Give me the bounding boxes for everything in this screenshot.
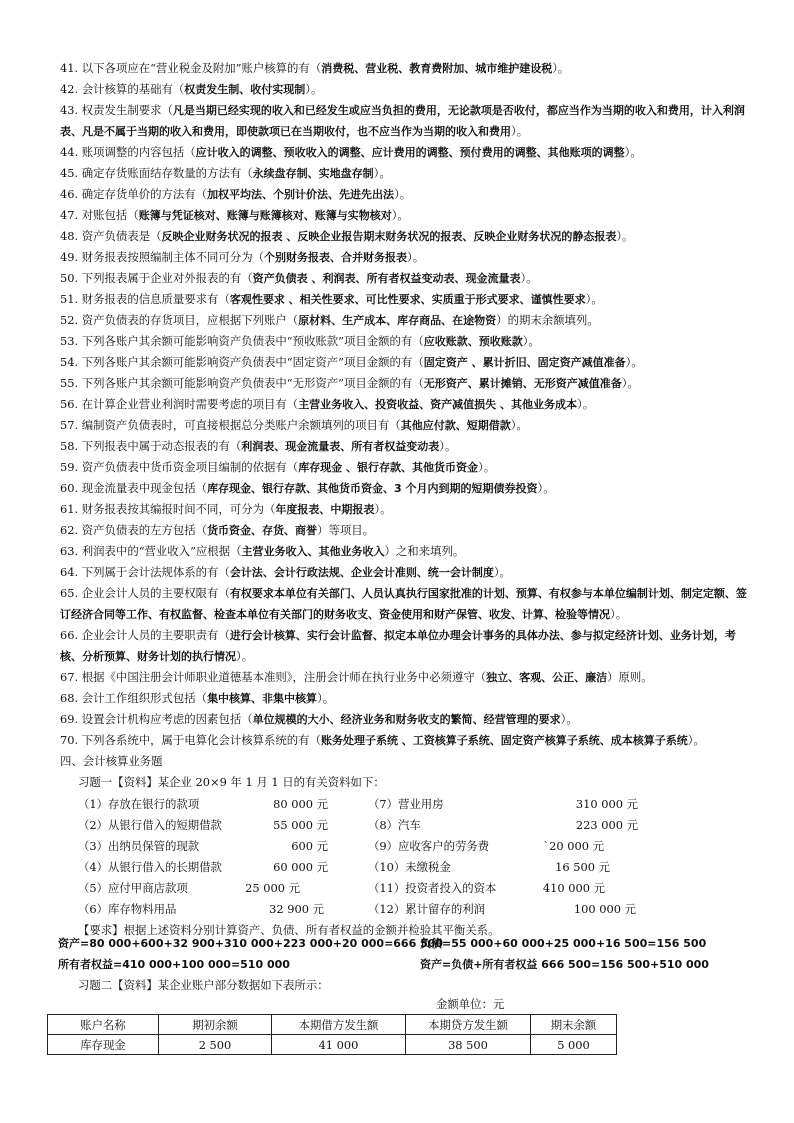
question-number: 70. bbox=[60, 733, 79, 747]
item-amount: 25 000 元 bbox=[245, 881, 300, 895]
answer: 主营业务收入、其他业务收入 bbox=[241, 545, 385, 558]
question-text: 在计算企业营业利润时需要考虑的项目有（ bbox=[81, 397, 299, 411]
question-47 bbox=[60, 205, 750, 226]
question-66 bbox=[60, 625, 750, 667]
answer: 凡是当期已经实现的收入和已经发生或应当负担的费用，无论款项是否收付，都应当作为当期的收入和费用，计入利润表、凡是不属于当期的收入和费用，即使款项已在当期收付，也不应当作为当期的收入和费用 bbox=[60, 104, 745, 138]
question-number: 52. bbox=[60, 313, 79, 327]
question-suffix: ）。 bbox=[552, 61, 570, 75]
question-text: 下列各账户其余额可能影响资产负债表中“预收账款”项目金额的有（ bbox=[81, 334, 424, 348]
question-suffix: ）。 bbox=[478, 460, 496, 474]
question-65 bbox=[60, 583, 750, 625]
question-text: 设置会计机构应考虑的因素包括（ bbox=[81, 712, 253, 726]
header-opening-balance: 期初余额 bbox=[159, 1015, 272, 1035]
question-number: 57. bbox=[60, 418, 79, 432]
question-suffix: ）等项目。 bbox=[317, 523, 375, 537]
question-56 bbox=[60, 394, 750, 415]
question-number: 56. bbox=[60, 397, 79, 411]
question-text: 下列各账户其余额可能影响资产负债表中“固定资产”项目金额的有（ bbox=[81, 355, 424, 369]
question-suffix: ）。 bbox=[621, 376, 639, 390]
question-text: 根据《中国注册会计师职业道德基本准则》，注册会计师在执行业务中必须遵守（ bbox=[81, 670, 487, 684]
item-label: （12）累计留存的利润 bbox=[368, 902, 486, 916]
calc-equity: 所有者权益=410 000+100 000=510 000 bbox=[58, 958, 290, 971]
question-suffix: ）。 bbox=[585, 292, 603, 306]
question-number: 64. bbox=[60, 565, 79, 579]
table-row bbox=[48, 1035, 617, 1055]
answer: 主营业务收入、投资收益、资产减值损失 、其他业务成本 bbox=[298, 398, 578, 411]
question-54 bbox=[60, 352, 750, 373]
exercise2-title: 习题二【资料】某企业账户部分数据如下表所示： bbox=[78, 978, 329, 992]
item-label: （4）从银行借入的长期借款 bbox=[78, 860, 222, 874]
item-label: （5）应付甲商店款项 bbox=[78, 881, 188, 895]
question-number: 45. bbox=[60, 166, 79, 180]
item-label: （3）出纳员保管的现款 bbox=[78, 839, 200, 853]
question-text: 资产负债表的存货项目，应根据下列账户（ bbox=[81, 313, 299, 327]
question-text: 下列属于会计法规体系的有（ bbox=[81, 565, 230, 579]
question-number: 41. bbox=[60, 61, 79, 75]
question-suffix: ）。 bbox=[510, 418, 528, 432]
table-header-row bbox=[48, 1015, 617, 1035]
question-suffix: ）的期末余额填列。 bbox=[496, 313, 599, 327]
answer: 年度报表、中期报表 bbox=[275, 503, 375, 516]
answer: 有权要求本单位有关部门、人员认真执行国家批准的计划、预算、有权参与本单位编制计划、制定定额、签订经济合同等工作、有权监督、检查本单位有关部门的财务收支、资金使用和财产保管、收发、计算、检验等情况 bbox=[60, 587, 747, 621]
question-51 bbox=[60, 289, 750, 310]
calc-assets: 资产=80 000+600+32 900+310 000+223 000+20 000=666 500 bbox=[58, 937, 444, 950]
answer: 进行会计核算、实行会计监督、拟定本单位办理会计事务的具体办法、参与拟定经济计划、业务计划，考核、分析预算、财务计划的执行情况 bbox=[60, 629, 736, 663]
question-52 bbox=[60, 310, 750, 331]
question-text: 确定存货单价的方法有（ bbox=[81, 187, 208, 201]
question-59 bbox=[60, 457, 750, 478]
question-58 bbox=[60, 436, 750, 457]
question-number: 55. bbox=[60, 376, 79, 390]
answer: 库存现金 、银行存款、其他货币资金 bbox=[298, 461, 479, 474]
table-cell: 38 500 bbox=[406, 1035, 531, 1055]
question-number: 67. bbox=[60, 670, 79, 684]
question-68 bbox=[60, 688, 750, 709]
question-suffix: ）之和来填列。 bbox=[384, 544, 465, 558]
question-number: 49. bbox=[60, 250, 79, 264]
answer: 客观性要求 、相关性要求、可比性要求、实质重于形式要求、谨慎性要求 bbox=[229, 293, 586, 306]
question-number: 47. bbox=[60, 208, 79, 222]
question-text: 资产负债表是（ bbox=[81, 229, 162, 243]
item-amount: 60 000 元 bbox=[273, 860, 328, 874]
item-amount: 310 000 元 bbox=[575, 797, 638, 811]
answer: 资产负债表 、利润表、所有者权益变动表、现金流量表 bbox=[252, 272, 521, 285]
question-suffix: ）。 bbox=[616, 229, 634, 243]
item-label: （9）应收客户的劳务费 bbox=[368, 839, 490, 853]
amount-unit: 金额单位：元 bbox=[436, 997, 505, 1011]
section-title: 四、会计核算业务题 bbox=[60, 754, 163, 768]
question-text: 会计核算的基础有（ bbox=[81, 82, 185, 96]
question-text: 对账包括（ bbox=[81, 208, 139, 222]
question-text: 资产负债表中货币资金项目编制的依据有（ bbox=[81, 460, 299, 474]
question-number: 68. bbox=[60, 691, 79, 705]
answer: 利润表、现金流量表、所有者权益变动表 bbox=[241, 440, 440, 453]
header-debit: 本期借方发生额 bbox=[272, 1015, 406, 1035]
question-suffix: ）。 bbox=[624, 145, 642, 159]
question-suffix: ）。 bbox=[522, 334, 540, 348]
question-suffix: ）。 bbox=[236, 649, 254, 663]
question-text: 确定存货账面结存数量的方法有（ bbox=[81, 166, 253, 180]
question-suffix: ）。 bbox=[537, 481, 555, 495]
question-number: 69. bbox=[60, 712, 79, 726]
question-text: 权责发生制要求（ bbox=[81, 103, 173, 117]
question-49 bbox=[60, 247, 750, 268]
question-44 bbox=[60, 142, 750, 163]
answer: 账务处理子系统 、工资核算子系统、固定资产核算子系统、成本核算子系统 bbox=[320, 734, 688, 747]
question-suffix: ）。 bbox=[305, 82, 323, 96]
question-number: 60. bbox=[60, 481, 79, 495]
item-amount: 600 元 bbox=[291, 839, 328, 853]
item-label: （11）投资者投入的资本 bbox=[368, 881, 497, 895]
item-amount: 32 900 元 bbox=[269, 902, 324, 916]
answer: 反映企业财务状况的报表 、反映企业报告期末财务状况的报表、反映企业财务状况的静态报表 bbox=[161, 230, 617, 243]
question-suffix: ）。 bbox=[687, 733, 705, 747]
question-text: 财务报表按其编报时间不同，可分为（ bbox=[81, 502, 276, 516]
item-amount: 410 000 元 bbox=[542, 881, 605, 895]
question-69 bbox=[60, 709, 750, 730]
answer: 原材料、生产成本、库存商品、在途物资 bbox=[298, 314, 497, 327]
answer: 账簿与凭证核对、账簿与账簿核对、账簿与实物核对 bbox=[138, 209, 392, 222]
question-61 bbox=[60, 499, 750, 520]
question-text: 下列报表属于企业对外报表的有（ bbox=[81, 271, 253, 285]
question-number: 63. bbox=[60, 544, 79, 558]
item-amount: 80 000 元 bbox=[273, 797, 328, 811]
question-text: 企业会计人员的主要职责有（ bbox=[81, 628, 230, 642]
question-42 bbox=[60, 79, 750, 100]
question-suffix: ）。 bbox=[560, 712, 578, 726]
item-amount: `20 000 元 bbox=[543, 839, 604, 853]
question-text: 以下各项应在“营业税金及附加”账户核算的有（ bbox=[81, 61, 322, 75]
question-text: 财务报表的信息质量要求有（ bbox=[81, 292, 230, 306]
question-suffix: ）。 bbox=[511, 124, 529, 138]
exercise1-requirement: 【要求】根据上述资料分别计算资产、负债、所有者权益的金额并检验其平衡关系。 bbox=[78, 923, 500, 937]
answer: 加权平均法、个别计价法、先进先出法 bbox=[207, 188, 395, 201]
calc-liabilities: 负债=55 000+60 000+25 000+16 500=156 500 bbox=[420, 937, 707, 950]
exercise1-title: 习题一【资料】某企业 20×9 年 1 月 1 日的有关资料如下： bbox=[78, 775, 385, 789]
question-suffix: ）。 bbox=[625, 355, 643, 369]
answer: 会计法、会计行政法规、企业会计准则、统一会计制度 bbox=[229, 566, 494, 579]
question-text: 现金流量表中现金包括（ bbox=[81, 481, 208, 495]
question-suffix: ）。 bbox=[577, 397, 595, 411]
question-60 bbox=[60, 478, 750, 499]
question-67 bbox=[60, 667, 750, 688]
item-label: （8）汽车 bbox=[368, 818, 421, 832]
header-account-name: 账户名称 bbox=[48, 1015, 159, 1035]
question-suffix: ）。 bbox=[391, 208, 409, 222]
question-number: 53. bbox=[60, 334, 79, 348]
answer: 权责发生制、收付实现制 bbox=[184, 83, 306, 96]
question-suffix: ）。 bbox=[394, 187, 412, 201]
question-text: 编制资产负债表时，可直接根据总分类账户余额填列的项目有（ bbox=[81, 418, 401, 432]
question-number: 54. bbox=[60, 355, 79, 369]
accounts-table bbox=[47, 1014, 617, 1055]
question-suffix: ）。 bbox=[610, 607, 628, 621]
question-57 bbox=[60, 415, 750, 436]
answer: 无形资产、累计摊销、无形资产减值准备 bbox=[423, 377, 622, 390]
table-cell: 库存现金 bbox=[48, 1035, 159, 1055]
question-41 bbox=[60, 58, 750, 79]
question-62 bbox=[60, 520, 750, 541]
answer: 其他应付款、短期借款 bbox=[400, 419, 511, 432]
question-text: 利润表中的“营业收入”应根据（ bbox=[81, 544, 242, 558]
question-number: 46. bbox=[60, 187, 79, 201]
question-70 bbox=[60, 730, 750, 751]
question-number: 58. bbox=[60, 439, 79, 453]
item-amount: 16 500 元 bbox=[555, 860, 610, 874]
answer: 应收账款、预收账款 bbox=[423, 335, 523, 348]
question-number: 51. bbox=[60, 292, 79, 306]
answer: 固定资产 、累计折旧、固定资产减值准备 bbox=[423, 356, 626, 369]
answer: 独立、客观、公正、廉洁 bbox=[486, 671, 608, 684]
answer: 货币资金、存货、商誉 bbox=[207, 524, 318, 537]
question-number: 50. bbox=[60, 271, 79, 285]
question-number: 65. bbox=[60, 586, 79, 600]
question-suffix: ）。 bbox=[439, 439, 457, 453]
question-suffix: ）原则。 bbox=[607, 670, 653, 684]
question-45 bbox=[60, 163, 750, 184]
question-number: 59. bbox=[60, 460, 79, 474]
question-46 bbox=[60, 184, 750, 205]
question-number: 43. bbox=[60, 103, 79, 117]
question-suffix: ）。 bbox=[373, 166, 391, 180]
question-43 bbox=[60, 100, 750, 142]
question-suffix: ）。 bbox=[374, 502, 392, 516]
question-suffix: ）。 bbox=[317, 691, 335, 705]
header-credit: 本期贷方发生额 bbox=[406, 1015, 531, 1035]
question-53 bbox=[60, 331, 750, 352]
question-suffix: ）。 bbox=[520, 271, 538, 285]
question-48 bbox=[60, 226, 750, 247]
question-text: 会计工作组织形式包括（ bbox=[81, 691, 208, 705]
question-number: 66. bbox=[60, 628, 79, 642]
item-label: （6）库存物料用品 bbox=[78, 902, 177, 916]
item-amount: 100 000 元 bbox=[573, 902, 636, 916]
question-text: 下列报表中属于动态报表的有（ bbox=[81, 439, 242, 453]
question-suffix: ）。 bbox=[493, 565, 511, 579]
item-label: （7）营业用房 bbox=[368, 797, 444, 811]
header-closing-balance: 期末余额 bbox=[531, 1015, 617, 1035]
answer: 个别财务报表、合并财务报表 bbox=[264, 251, 408, 264]
question-55 bbox=[60, 373, 750, 394]
question-number: 48. bbox=[60, 229, 79, 243]
question-50 bbox=[60, 268, 750, 289]
calc-balance: 资产=负债+所有者权益 666 500=156 500+510 000 bbox=[420, 958, 709, 971]
answer: 永续盘存制、实地盘存制 bbox=[252, 167, 374, 180]
question-text: 下列各系统中，属于电算化会计核算系统的有（ bbox=[81, 733, 321, 747]
question-text: 财务报表按照编制主体不同可分为（ bbox=[81, 250, 265, 264]
question-number: 62. bbox=[60, 523, 79, 537]
question-number: 61. bbox=[60, 502, 79, 516]
item-label: （2）从银行借入的短期借款 bbox=[78, 818, 222, 832]
question-64 bbox=[60, 562, 750, 583]
item-label: （10）未缴税金 bbox=[368, 860, 451, 874]
question-text: 资产负债表的左方包括（ bbox=[81, 523, 208, 537]
question-number: 44. bbox=[60, 145, 79, 159]
question-63 bbox=[60, 541, 750, 562]
question-number: 42. bbox=[60, 82, 79, 96]
item-label: （1）存放在银行的款项 bbox=[78, 797, 200, 811]
answer: 单位规模的大小、经济业务和财务收支的繁简、经营管理的要求 bbox=[252, 713, 561, 726]
answer: 应计收入的调整、预收收入的调整、应计费用的调整、预付费用的调整、其他账项的调整 bbox=[195, 146, 625, 159]
table-cell: 41 000 bbox=[272, 1035, 406, 1055]
answer: 消费税、营业税、教育费附加、城市维护建设税 bbox=[321, 62, 553, 75]
question-text: 下列各账户其余额可能影响资产负债表中“无形资产”项目金额的有（ bbox=[81, 376, 424, 390]
table-cell: 5 000 bbox=[531, 1035, 617, 1055]
question-suffix: ）。 bbox=[407, 250, 425, 264]
answer: 库存现金、银行存款、其他货币资金、3 个月内到期的短期债券投资 bbox=[207, 482, 538, 495]
question-text: 账项调整的内容包括（ bbox=[81, 145, 196, 159]
answer: 集中核算、非集中核算 bbox=[207, 692, 318, 705]
item-amount: 223 000 元 bbox=[575, 818, 638, 832]
question-text: 企业会计人员的主要权限有（ bbox=[81, 586, 230, 600]
item-amount: 55 000 元 bbox=[273, 818, 328, 832]
table-cell: 2 500 bbox=[159, 1035, 272, 1055]
